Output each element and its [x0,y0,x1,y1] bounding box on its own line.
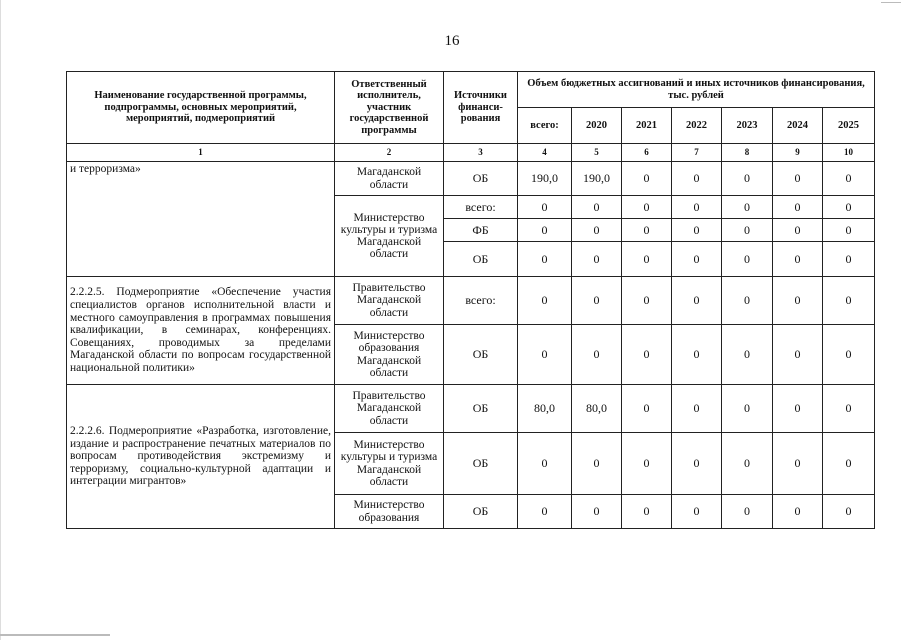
value-cell: 0 [672,325,722,385]
value-cell: 0 [722,242,773,277]
value-cell: 0 [773,242,823,277]
value-cell: 0 [622,277,672,325]
value-cell: 0 [773,325,823,385]
value-cell: 0 [622,495,672,529]
value-cell: 0 [722,162,773,196]
source-cell: всего: [444,196,518,219]
header-year: 2021 [622,108,672,144]
source-cell: ОБ [444,242,518,277]
col-number: 8 [722,144,773,162]
header-source: Источники финанси-рования [444,72,518,144]
header-total: всего: [518,108,572,144]
executor-cell: Министерство культуры и туризма Магаданской области [335,196,444,277]
source-cell: ОБ [444,495,518,529]
source-cell: ОБ [444,162,518,196]
value-cell: 0 [672,196,722,219]
value-cell: 0 [518,196,572,219]
value-cell: 0 [518,325,572,385]
value-cell: 0 [823,325,875,385]
header-year: 2022 [672,108,722,144]
value-cell: 0 [672,385,722,433]
table-row [67,162,875,196]
executor-cell: Магаданской области [335,162,444,196]
value-cell: 0 [722,219,773,242]
value-cell: 0 [823,277,875,325]
value-cell: 0 [622,242,672,277]
value-cell: 0 [518,433,572,495]
value-cell: 0 [773,433,823,495]
col-number: 6 [622,144,672,162]
value-cell: 190,0 [518,162,572,196]
value-cell: 0 [823,196,875,219]
value-cell: 0 [722,277,773,325]
col-number: 1 [67,144,335,162]
executor-cell: Министерство культуры и туризма Магаданской области [335,433,444,495]
value-cell: 0 [672,219,722,242]
scan-mark-bottom [0,634,110,636]
col-number: 4 [518,144,572,162]
value-cell: 0 [823,385,875,433]
source-cell: ОБ [444,433,518,495]
value-cell: 0 [622,196,672,219]
value-cell: 80,0 [518,385,572,433]
source-cell: ОБ [444,385,518,433]
col-number: 9 [773,144,823,162]
col-number: 2 [335,144,444,162]
value-cell: 0 [518,219,572,242]
value-cell: 0 [622,162,672,196]
value-cell: 0 [773,196,823,219]
value-cell: 0 [622,325,672,385]
header-budget: Объем бюджетных ассигнований и иных источников финансирования, тыс. рублей [518,72,875,108]
value-cell: 0 [823,219,875,242]
executor-cell: Министерство образования Магаданской области [335,325,444,385]
header-year: 2024 [773,108,823,144]
value-cell: 190,0 [572,162,622,196]
header-year: 2025 [823,108,875,144]
value-cell: 0 [572,325,622,385]
value-cell: 0 [823,162,875,196]
source-cell: всего: [444,277,518,325]
page-number: 16 [444,33,460,49]
value-cell: 0 [722,495,773,529]
budget-table [66,71,875,529]
measure-name-2-2-2-5: 2.2.2.5. Подмероприятие «Обеспечение участия специалистов органов исполнительной власти и местного самоуправления в программах повышения квалификации, в семинарах, конференциях. Совещаниях, проводимых за пределами Магаданской области по вопросам государственной национальной политики» [67,277,335,385]
value-cell: 0 [722,433,773,495]
value-cell: 0 [823,242,875,277]
value-cell: 0 [773,219,823,242]
value-cell: 0 [572,433,622,495]
table-row [67,385,875,433]
value-cell: 0 [722,385,773,433]
executor-cell: Министерство образования [335,495,444,529]
value-cell: 0 [572,242,622,277]
source-cell: ФБ [444,219,518,242]
col-number: 5 [572,144,622,162]
measure-name-cont: и терроризма» [67,162,335,277]
source-cell: ОБ [444,325,518,385]
col-number: 10 [823,144,875,162]
value-cell: 0 [622,433,672,495]
header-year: 2020 [572,108,622,144]
scan-edge [0,0,1,640]
measure-name-2-2-2-6: 2.2.2.6. Подмероприятие «Разработка, изготовление, издание и распространение печатных материалов по вопросам противодействия экстремизму и терроризму, социально-культурной адаптации и интеграции мигрантов» [67,385,335,529]
col-number: 7 [672,144,722,162]
value-cell: 0 [672,433,722,495]
value-cell: 0 [572,196,622,219]
value-cell: 0 [572,219,622,242]
value-cell: 0 [722,196,773,219]
value-cell: 0 [622,219,672,242]
header-year: 2023 [722,108,773,144]
value-cell: 0 [518,277,572,325]
header-executor: Ответственный исполнитель, участник государственной программы [335,72,444,144]
header-name: Наименование государственной программы, подпрограммы, основных мероприятий, мероприятий, подмероприятий [67,72,335,144]
value-cell: 0 [722,325,773,385]
value-cell: 0 [518,495,572,529]
value-cell: 0 [672,495,722,529]
value-cell: 0 [823,433,875,495]
value-cell: 0 [773,495,823,529]
value-cell: 0 [572,495,622,529]
executor-cell: Правительство Магаданской области [335,385,444,433]
value-cell: 80,0 [572,385,622,433]
value-cell: 0 [672,242,722,277]
value-cell: 0 [672,277,722,325]
value-cell: 0 [773,277,823,325]
col-number: 3 [444,144,518,162]
value-cell: 0 [773,162,823,196]
value-cell: 0 [773,385,823,433]
scan-mark [881,2,901,3]
executor-cell: Правительство Магаданской области [335,277,444,325]
value-cell: 0 [518,242,572,277]
value-cell: 0 [572,277,622,325]
value-cell: 0 [823,495,875,529]
value-cell: 0 [672,162,722,196]
value-cell: 0 [622,385,672,433]
table-row [67,277,875,325]
